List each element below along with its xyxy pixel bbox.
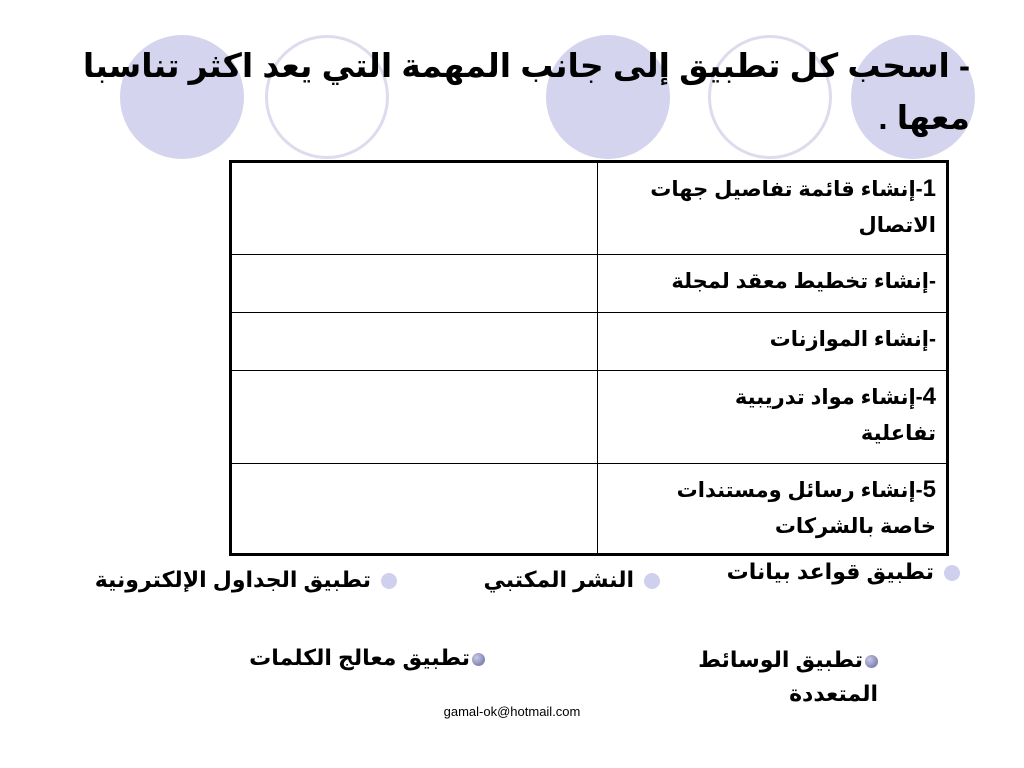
table-row [231,162,948,255]
task-number: 5 [922,476,936,503]
task-text-line-1: -إنشاء مواد تدريبية [734,386,923,409]
task-text-line-2: تفاعلية [860,422,936,445]
title-line-1: - اسحب كل تطبيق إلى جانب المهمة التي يعد اكثر تناسبا [82,47,970,84]
drop-slot[interactable] [231,313,598,371]
app-label: تطبيق قواعد بيانات [726,559,934,584]
app-label: تطبيق الجداول الإلكترونية [94,567,371,592]
app-item-spreadsheets[interactable] [95,564,397,596]
task-cell [598,255,948,313]
drop-slot[interactable] [231,162,598,255]
bullet-icon [865,655,878,668]
app-label-line-1: تطبيق الوسائط [698,647,863,672]
title-line-2: معها . [878,99,970,136]
task-table [229,160,949,556]
drop-slot[interactable] [231,464,598,555]
app-label: تطبيق معالج الكلمات [249,645,470,670]
app-label-line-2: المتعددة [789,681,878,706]
app-item-databases[interactable] [727,556,960,588]
task-text-line-2: خاصة بالشركات [774,515,936,538]
task-number: 1 [922,175,936,202]
app-item-word-processor[interactable] [249,642,485,674]
table-row [231,464,948,555]
table-row [231,255,948,313]
app-label: النشر المكتبي [483,567,634,592]
task-cell [598,313,948,371]
task-text-line-1: -إنشاء الموازنات [769,328,936,351]
task-text-line-1: -إنشاء قائمة تفاصيل جهات [650,178,923,201]
bullet-icon [644,573,660,589]
app-item-multimedia[interactable] [698,643,878,711]
drop-slot[interactable] [231,371,598,464]
table-row [231,313,948,371]
task-cell [598,162,948,255]
bullet-icon [944,565,960,581]
task-cell [598,371,948,464]
task-text-line-2: الاتصال [858,214,936,237]
task-cell [598,464,948,555]
bullet-icon [472,653,485,666]
slide-title [60,40,970,144]
drop-slot[interactable] [231,255,598,313]
bullet-icon [381,573,397,589]
task-number: 4 [922,383,936,410]
task-text-line-1: -إنشاء تخطيط معقد لمجلة [671,270,936,293]
app-item-desktop-publishing[interactable] [483,564,660,596]
footer-email: gamal-ok@hotmail.com [443,704,581,719]
table-row [231,371,948,464]
task-text-line-1: -إنشاء رسائل ومستندات [676,479,923,502]
